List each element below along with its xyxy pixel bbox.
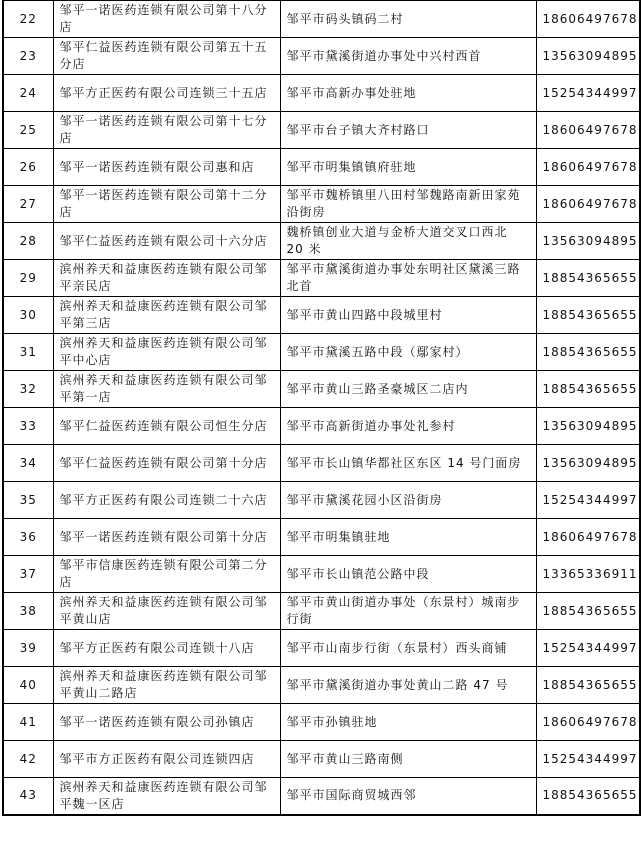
phone-cell: 18854365655 [536,334,640,371]
phone-cell: 13563094895 [536,408,640,445]
phone-cell: 15254344997 [536,630,640,667]
table-row [3,445,640,482]
phone-cell: 15254344997 [536,741,640,778]
phone-cell: 18854365655 [536,260,640,297]
address-cell: 邹平市山南步行街（东景村）西头商铺 [280,630,536,667]
phone-cell: 18854365655 [536,667,640,704]
row-number-cell: 34 [3,445,53,482]
pharmacy-name-cell: 邹平仁益医药连锁有限公司恒生分店 [53,408,280,445]
address-cell: 邹平市黛溪五路中段（鄢家村） [280,334,536,371]
table-row [3,223,640,260]
phone-cell: 18606497678 [536,704,640,741]
row-number-cell: 33 [3,408,53,445]
row-number-cell: 38 [3,593,53,630]
table-row [3,482,640,519]
phone-cell: 15254344997 [536,75,640,112]
pharmacy-name-cell: 邹平一诺医药连锁有限公司第十分店 [53,519,280,556]
address-cell: 邹平市长山镇华都社区东区 14 号门面房 [280,445,536,482]
address-cell: 邹平市国际商贸城西邻 [280,778,536,815]
phone-cell: 13563094895 [536,223,640,260]
row-number-cell: 31 [3,334,53,371]
pharmacy-name-cell: 滨州养天和益康医药连锁有限公司邹平第一店 [53,371,280,408]
table-row [3,519,640,556]
pharmacy-name-cell: 邹平仁益医药连锁有限公司第五十五分店 [53,38,280,75]
phone-cell: 13563094895 [536,445,640,482]
address-cell: 邹平市黛溪街道办事处黄山二路 47 号 [280,667,536,704]
pharmacy-name-cell: 滨州养天和益康医药连锁有限公司邹平第三店 [53,297,280,334]
row-number-cell: 28 [3,223,53,260]
address-cell: 邹平市黄山四路中段城里村 [280,297,536,334]
pharmacy-name-cell: 邹平一诺医药连锁有限公司第十二分店 [53,186,280,223]
address-cell: 邹平市明集镇驻地 [280,519,536,556]
pharmacy-list-table [2,0,641,816]
table-row [3,297,640,334]
table-row [3,556,640,593]
table-row [3,778,640,815]
pharmacy-name-cell: 滨州养天和益康医药连锁有限公司邹平中心店 [53,334,280,371]
table-row [3,408,640,445]
pharmacy-name-cell: 邹平方正医药有限公司连锁三十五店 [53,75,280,112]
pharmacy-name-cell: 邹平一诺医药连锁有限公司孙镇店 [53,704,280,741]
address-cell: 邹平市孙镇驻地 [280,704,536,741]
address-cell: 邹平市码头镇码二村 [280,1,536,38]
address-cell: 邹平市高新街道办事处礼参村 [280,408,536,445]
pharmacy-name-cell: 邹平仁益医药连锁有限公司十六分店 [53,223,280,260]
pharmacy-name-cell: 邹平方正医药有限公司连锁十八店 [53,630,280,667]
pharmacy-name-cell: 邹平市方正医药有限公司连锁四店 [53,741,280,778]
phone-cell: 18854365655 [536,371,640,408]
table-row [3,112,640,149]
row-number-cell: 37 [3,556,53,593]
table-row [3,149,640,186]
address-cell: 邹平市黄山三路南侧 [280,741,536,778]
address-cell: 邹平市黛溪花园小区沿街房 [280,482,536,519]
pharmacy-name-cell: 滨州养天和益康医药连锁有限公司邹平黄山二路店 [53,667,280,704]
phone-cell: 18606497678 [536,112,640,149]
table-row [3,334,640,371]
phone-cell: 18606497678 [536,519,640,556]
row-number-cell: 39 [3,630,53,667]
pharmacy-name-cell: 邹平一诺医药连锁有限公司惠和店 [53,149,280,186]
pharmacy-name-cell: 邹平仁益医药连锁有限公司第十分店 [53,445,280,482]
pharmacy-name-cell: 邹平一诺医药连锁有限公司第十八分店 [53,1,280,38]
table-row [3,371,640,408]
table-row [3,667,640,704]
table-row [3,704,640,741]
phone-cell: 18606497678 [536,149,640,186]
row-number-cell: 32 [3,371,53,408]
phone-cell: 18854365655 [536,778,640,815]
row-number-cell: 27 [3,186,53,223]
phone-cell: 15254344997 [536,482,640,519]
address-cell: 邹平市明集镇镇府驻地 [280,149,536,186]
row-number-cell: 43 [3,778,53,815]
address-cell: 邹平市黄山街道办事处（东景村）城南步行街 [280,593,536,630]
table-row [3,260,640,297]
table-row [3,593,640,630]
table-row [3,741,640,778]
row-number-cell: 24 [3,75,53,112]
address-cell: 邹平市长山镇范公路中段 [280,556,536,593]
row-number-cell: 35 [3,482,53,519]
pharmacy-name-cell: 滨州养天和益康医药连锁有限公司邹平亲民店 [53,260,280,297]
table-row [3,38,640,75]
phone-cell: 18606497678 [536,1,640,38]
row-number-cell: 40 [3,667,53,704]
table-body [3,1,640,815]
address-cell: 邹平市黛溪街道办事处中兴村西首 [280,38,536,75]
table-row [3,75,640,112]
pharmacy-name-cell: 邹平方正医药有限公司连锁二十六店 [53,482,280,519]
row-number-cell: 36 [3,519,53,556]
phone-cell: 13365336911 [536,556,640,593]
phone-cell: 13563094895 [536,38,640,75]
address-cell: 邹平市黄山三路圣豪城区二店内 [280,371,536,408]
pharmacy-name-cell: 邹平市信康医药连锁有限公司第二分店 [53,556,280,593]
pharmacy-name-cell: 邹平一诺医药连锁有限公司第十七分店 [53,112,280,149]
phone-cell: 18606497678 [536,186,640,223]
address-cell: 邹平市魏桥镇里八田村邹魏路南新田家苑沿街房 [280,186,536,223]
table-row [3,186,640,223]
address-cell: 邹平市高新办事处驻地 [280,75,536,112]
row-number-cell: 23 [3,38,53,75]
row-number-cell: 42 [3,741,53,778]
phone-cell: 18854365655 [536,297,640,334]
row-number-cell: 29 [3,260,53,297]
row-number-cell: 30 [3,297,53,334]
phone-cell: 18854365655 [536,593,640,630]
table-row [3,1,640,38]
pharmacy-name-cell: 滨州养天和益康医药连锁有限公司邹平魏一区店 [53,778,280,815]
pharmacy-name-cell: 滨州养天和益康医药连锁有限公司邹平黄山店 [53,593,280,630]
row-number-cell: 22 [3,1,53,38]
address-cell: 邹平市台子镇大齐村路口 [280,112,536,149]
address-cell: 邹平市黛溪街道办事处东明社区黛溪三路北首 [280,260,536,297]
address-cell: 魏桥镇创业大道与金桥大道交叉口西北 20 米 [280,223,536,260]
row-number-cell: 26 [3,149,53,186]
table-row [3,630,640,667]
row-number-cell: 41 [3,704,53,741]
row-number-cell: 25 [3,112,53,149]
